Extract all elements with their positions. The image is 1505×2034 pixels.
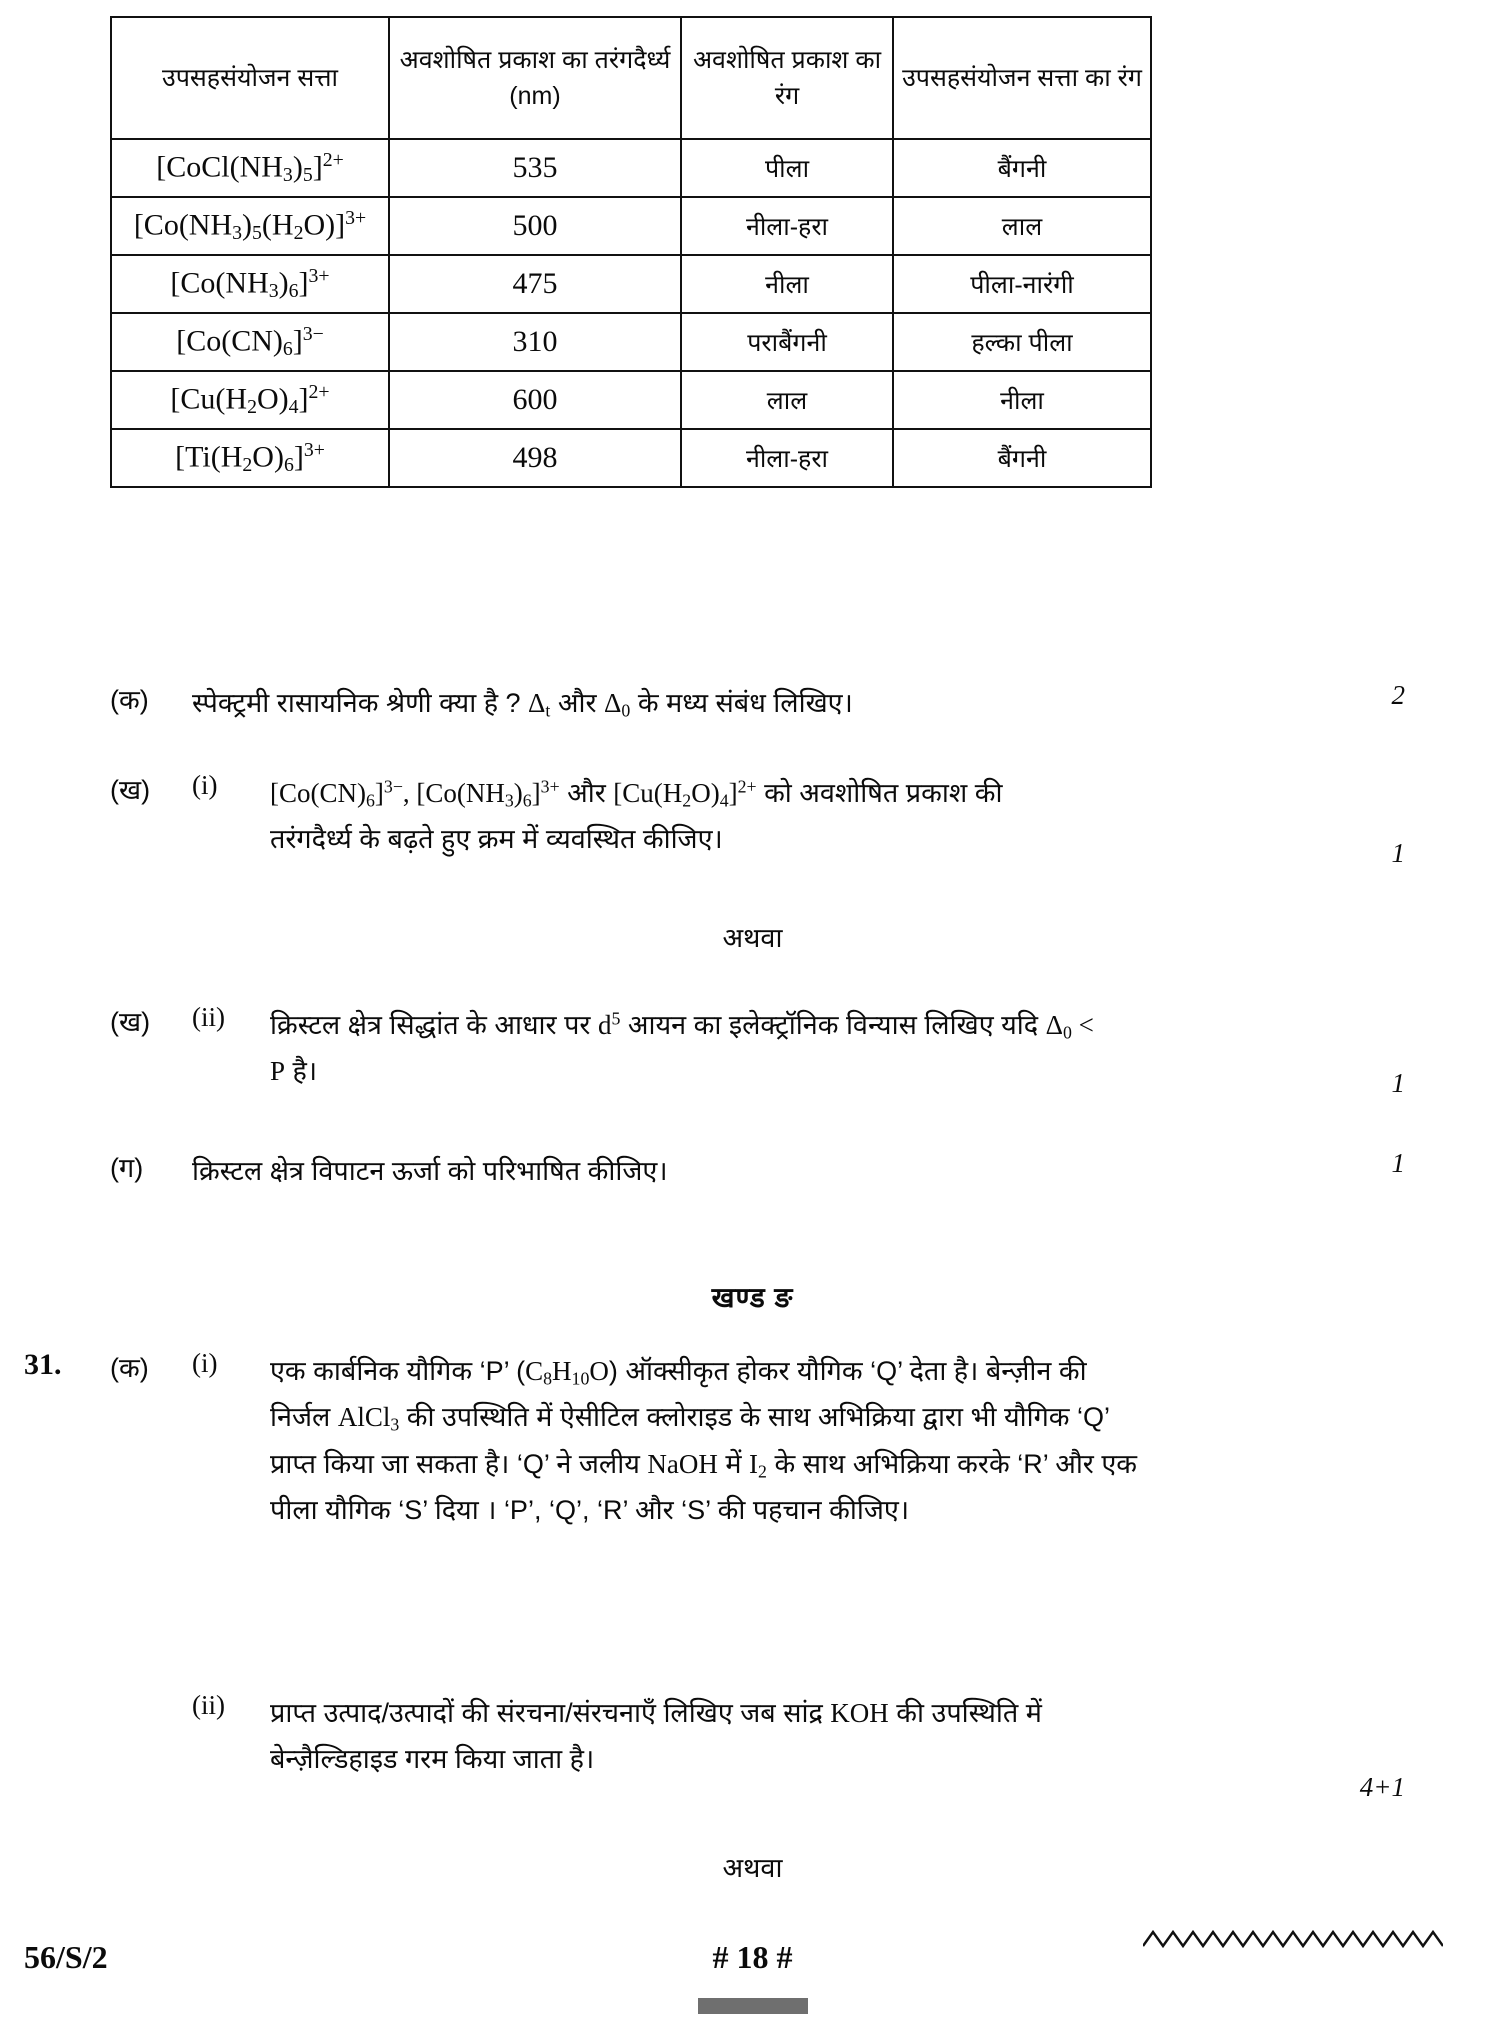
alternative-label-1: अथवा (722, 923, 783, 953)
question-kha-ii-marks: 1 (1391, 1068, 1405, 1098)
question-ka-text: स्पेक्ट्रमी रासायनिक श्रेणी क्या है ? $\Delta_t$ और $\Delta_0$ के मध्य संबंध लिखिए। (192, 688, 853, 721)
column-header-entity: उपसहसंयोजन सत्ता (111, 17, 389, 139)
cell-formula: $[Co(CN)_6]^{3-}$ (111, 313, 389, 371)
cell-absorbed-colour: नीला (681, 255, 893, 313)
question-kha-ii-text: क्रिस्टल क्षेत्र सिद्धांत के आधार पर $d^5$ आयन का इलेक्ट्रॉनिक विन्यास लिखिए यदि $\Delta_0 < P$ है। (270, 1008, 1094, 1087)
cell-complex-colour: पीला-नारंगी (893, 255, 1151, 313)
question-kha-ii (110, 1002, 1150, 1095)
cell-absorbed-colour: पराबैंगनी (681, 313, 893, 371)
cell-absorbed-colour: नीला-हरा (681, 429, 893, 487)
cell-formula: $[Co(NH_3)_6]^{3+}$ (111, 255, 389, 313)
column-header-complex-colour: उपसहसंयोजन सत्ता का रंग (893, 17, 1151, 139)
question-31-marks: 4+1 (1359, 1772, 1405, 1802)
question-31-text-ii: प्राप्त उत्पाद/उत्पादों की संरचना/संरचनाएँ लिखिए जब सांद्र KOH की उपस्थिति में बेन्ज़ैल्डिहाइड गरम किया जाता है। (270, 1698, 1042, 1775)
question-ka (110, 680, 1150, 726)
table-body (111, 139, 1151, 487)
table-row (111, 429, 1151, 487)
table-row (111, 255, 1151, 313)
question-kha-i-text: $[Co(CN)_6]^{3-}$, $[Co(NH_3)_6]^{3+}$ और $[Cu(H_2O)_4]^{2+}$ को अवशोषित प्रकाश की तरंगदैर्ध्य के बढ़ते हुए क्रम में व्यवस्थित कीजिए। (270, 776, 1003, 855)
question-ka-label: (क) (110, 685, 149, 715)
question-kha-i-label: (ख) (110, 775, 151, 805)
cell-formula: $[Ti(H_2O)_6]^{3+}$ (111, 429, 389, 487)
question-ga (110, 1148, 1150, 1194)
question-kha-i-roman: (i) (192, 770, 218, 800)
cell-complex-colour: बैंगनी (893, 139, 1151, 197)
question-31-number: 31. (24, 1348, 62, 1381)
cell-wavelength: 310 (389, 313, 681, 371)
cell-wavelength: 600 (389, 371, 681, 429)
question-31-ka-label: (क) (110, 1353, 149, 1383)
paper-code: 56/S/2 (24, 1939, 108, 1975)
table-row (111, 197, 1151, 255)
page-marker: # 18 # (712, 1939, 793, 1975)
question-kha-ii-roman: (ii) (192, 1002, 225, 1032)
cell-formula: $[Cu(H_2O)_4]^{2+}$ (111, 371, 389, 429)
question-31-roman-ii: (ii) (192, 1690, 225, 1720)
question-ga-text: क्रिस्टल क्षेत्र विपाटन ऊर्जा को परिभाषित कीजिए। (192, 1156, 668, 1186)
question-ka-marks: 2 (1391, 680, 1405, 710)
cell-formula: $[CoCl(NH_3)_5]^{2+}$ (111, 139, 389, 197)
cell-absorbed-colour: लाल (681, 371, 893, 429)
cell-wavelength: 475 (389, 255, 681, 313)
alternative-label-2: अथवा (722, 1853, 783, 1883)
question-kha-i (110, 770, 1150, 863)
column-header-wavelength: अवशोषित प्रकाश का तरंगदैर्ध्य (nm) (389, 17, 681, 139)
question-ga-label: (ग) (110, 1153, 144, 1183)
footer-bar (698, 1998, 808, 2014)
question-31-ka-i (24, 1348, 1154, 1534)
question-31-roman-i: (i) (192, 1348, 218, 1378)
cell-formula: $[Co(NH_3)_5(H_2O)]^{3+}$ (111, 197, 389, 255)
cell-absorbed-colour: पीला (681, 139, 893, 197)
cell-wavelength: 500 (389, 197, 681, 255)
cell-complex-colour: बैंगनी (893, 429, 1151, 487)
question-kha-i-marks: 1 (1391, 838, 1405, 868)
table-row (111, 313, 1151, 371)
section-heading: खण्ड ङ (711, 1282, 794, 1313)
coordination-entity-table (110, 16, 1152, 488)
question-ga-marks: 1 (1391, 1148, 1405, 1178)
cell-complex-colour: लाल (893, 197, 1151, 255)
coordination-entity-table-wrapper (110, 16, 1150, 488)
table-row (111, 139, 1151, 197)
question-31-text-i: एक कार्बनिक यौगिक ‘P’ $(C_8H_{10}O)$ ऑक्सीकृत होकर यौगिक ‘Q’ देता है। बेन्ज़ीन की निर्जल AlCl$_3$ की उपस्थिति में ऐसीटिल क्लोराइड के साथ अभिक्रिया द्वारा भी यौगिक ‘Q’ प्राप्त किया जा सकता है। ‘Q’ ने जलीय NaOH में $I_2$ के साथ अभिक्रिया करके ‘R’ और एक पीला यौगिक ‘S’ दिया । ‘P’, ‘Q’, ‘R’ और ‘S’ की पहचान कीजिए। (270, 1356, 1138, 1526)
question-kha-ii-label: (ख) (110, 1007, 151, 1037)
cell-wavelength: 535 (389, 139, 681, 197)
cell-complex-colour: नीला (893, 371, 1151, 429)
column-header-absorbed-colour: अवशोषित प्रकाश का रंग (681, 17, 893, 139)
table-header-row (111, 17, 1151, 139)
cell-wavelength: 498 (389, 429, 681, 487)
question-31-ii (24, 1690, 1154, 1783)
cell-absorbed-colour: नीला-हरा (681, 197, 893, 255)
table-row (111, 371, 1151, 429)
cell-complex-colour: हल्का पीला (893, 313, 1151, 371)
